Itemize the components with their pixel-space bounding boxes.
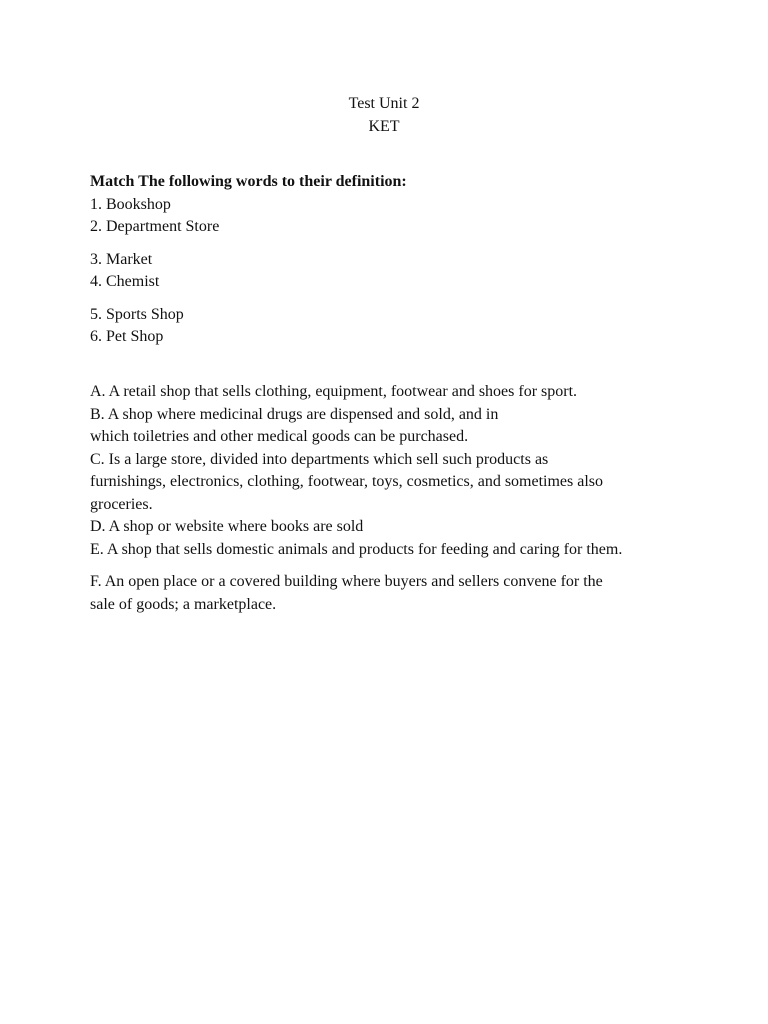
definition-line: D. A shop or website where books are sold [90,518,364,535]
instruction-text: Match The following words to their definition: [90,173,407,190]
definition-line: F. An open place or a covered building where buyers and sellers convene for the [90,573,603,590]
word-item: 3. Market [90,250,153,268]
definition-line: groceries. [90,495,153,513]
document-subtitle: KET [368,117,400,135]
matching-exercise [90,171,710,349]
definition-line: B. A shop where medicinal drugs are dispensed and sold, and in [90,405,499,423]
word-item: 5. Sports Shop [90,305,184,323]
word-item: 1. Bookshop [90,195,171,213]
word-group [90,304,710,349]
definition-line: A. A retail shop that sells clothing, equipment, footwear and shoes for sport. [90,383,578,400]
definition-line: furnishings, electronics, clothing, footwear, toys, cosmetics, and sometimes also [90,473,604,490]
word-group [90,194,710,239]
title-block [0,93,768,138]
definition-line: C. Is a large store, divided into departments which sell such products as [90,450,549,468]
definition-line: sale of goods; a marketplace. [90,595,277,613]
word-item: 6. Pet Shop [90,328,164,345]
definition-line: which toiletries and other medical goods can be purchased. [90,428,469,445]
word-group [90,249,710,294]
word-item: 4. Chemist [90,273,160,290]
definition-line: E. A shop that sells domestic animals and products for feeding and caring for them. [90,540,623,558]
definitions-list [90,381,730,616]
word-item: 2. Department Store [90,218,220,235]
document-title: Test Unit 2 [348,95,420,112]
